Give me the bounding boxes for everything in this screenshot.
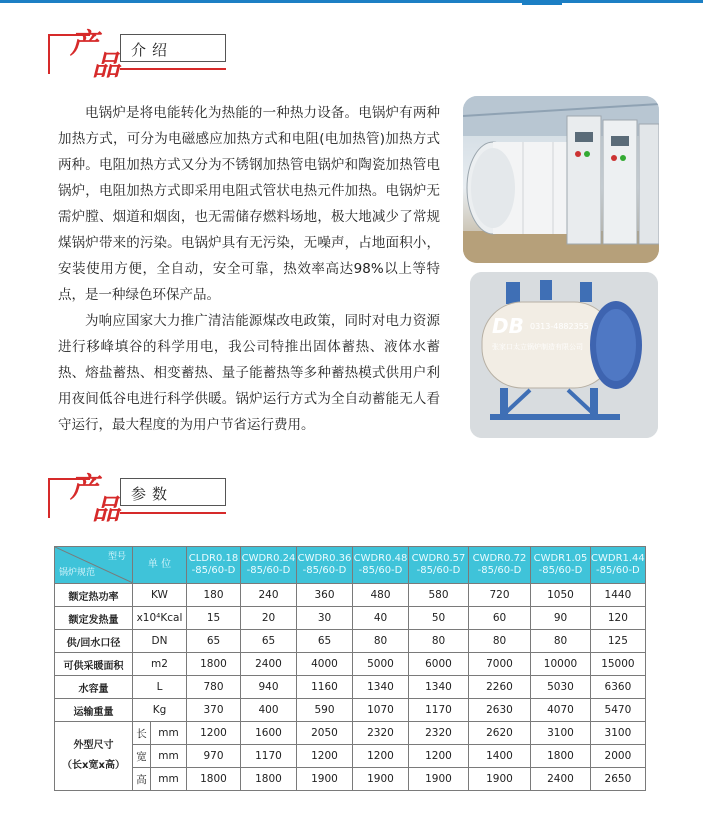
heading-tag-text: 介绍 bbox=[131, 41, 174, 59]
dim-sub-label: 长 bbox=[133, 722, 151, 745]
table-cell: 1800 bbox=[531, 745, 591, 768]
table-cell: 50 bbox=[409, 607, 469, 630]
table-cell: 60 bbox=[469, 607, 531, 630]
row-unit: Kg bbox=[133, 699, 187, 722]
table-cell: 15000 bbox=[591, 653, 646, 676]
heading-char-2: 品 bbox=[92, 49, 121, 82]
dim-unit: mm bbox=[151, 768, 187, 791]
table-cell: 2050 bbox=[297, 722, 353, 745]
table-row bbox=[55, 607, 646, 630]
table-cell: 1200 bbox=[297, 745, 353, 768]
heading-char-1: 产 bbox=[70, 27, 99, 60]
table-cell: 2400 bbox=[241, 653, 297, 676]
row-unit: KW bbox=[133, 584, 187, 607]
table-cell: 1900 bbox=[353, 768, 409, 791]
heading-underline bbox=[120, 68, 226, 70]
table-cell: 1170 bbox=[241, 745, 297, 768]
table-cell: 5470 bbox=[591, 699, 646, 722]
table-cell: 1800 bbox=[187, 653, 241, 676]
table-cell: 1440 bbox=[591, 584, 646, 607]
table-cell: 1200 bbox=[187, 722, 241, 745]
table-row bbox=[55, 653, 646, 676]
table-cell: 1600 bbox=[241, 722, 297, 745]
table-cell: 1800 bbox=[241, 768, 297, 791]
row-unit: L bbox=[133, 676, 187, 699]
header-model-cell: CWDR1.44 -85/60-D bbox=[591, 547, 646, 584]
top-corner-mark bbox=[522, 0, 562, 5]
heading-tag-text: 参数 bbox=[131, 485, 174, 503]
dim-unit: mm bbox=[151, 722, 187, 745]
table-cell: 580 bbox=[409, 584, 469, 607]
dim-unit: mm bbox=[151, 745, 187, 768]
table-cell: 370 bbox=[187, 699, 241, 722]
table-row bbox=[55, 584, 646, 607]
table-cell: 400 bbox=[241, 699, 297, 722]
table-cell: 240 bbox=[241, 584, 297, 607]
table-cell: 65 bbox=[187, 630, 241, 653]
row-unit: x10⁴Kcal bbox=[133, 607, 187, 630]
table-cell: 4070 bbox=[531, 699, 591, 722]
table-cell: 1900 bbox=[469, 768, 531, 791]
photo-horizontal-boiler-illustration bbox=[470, 272, 658, 438]
intro-paragraph-1: 电锅炉是将电能转化为热能的一种热力设备。电锅炉有两种加热方式，可分为电磁感应加热方式和电阻(电加热管)加热方式两种。电阻加热方式又分为不锈钢加热管电锅炉和陶瓷加热管电锅炉，电阻加热方式即采用电阻式管状电热元件加热。电锅炉无需炉膛、烟道和烟囱，也无需储存燃料场地，极大地减少了常规煤锅炉带来的污染。电锅炉具有无污染，无噪声，占地面积小，安装使用方便，全自动，安全可靠，热效率高达98%以上等特点，是一种绿色环保产品。 bbox=[58, 105, 440, 303]
table-cell: 65 bbox=[297, 630, 353, 653]
row-label: 水容量 bbox=[55, 676, 133, 699]
heading-tag bbox=[120, 478, 226, 506]
table-cell: 1160 bbox=[297, 676, 353, 699]
table-cell: 80 bbox=[531, 630, 591, 653]
row-unit: m2 bbox=[133, 653, 187, 676]
table-cell: 970 bbox=[187, 745, 241, 768]
table-row-dim-width bbox=[55, 745, 646, 768]
table-cell: 6000 bbox=[409, 653, 469, 676]
table-cell: 1340 bbox=[409, 676, 469, 699]
heading-underline bbox=[120, 512, 226, 514]
row-label: 额定热功率 bbox=[55, 584, 133, 607]
table-cell: 480 bbox=[353, 584, 409, 607]
dim-sub-label: 宽 bbox=[133, 745, 151, 768]
dim-label-line-1: 外型尺寸 bbox=[73, 740, 114, 751]
table-cell: 125 bbox=[591, 630, 646, 653]
photo-horizontal-boiler bbox=[470, 272, 658, 438]
table-cell: 30 bbox=[297, 607, 353, 630]
row-label: 可供采暖面积 bbox=[55, 653, 133, 676]
table-cell: 2260 bbox=[469, 676, 531, 699]
heading-char-1: 产 bbox=[70, 471, 99, 504]
params-table bbox=[54, 546, 646, 791]
intro-paragraph-2: 为响应国家大力推广清洁能源煤改电政策，同时对电力资源进行移峰填谷的科学用电，我公司特推出固体蓄热、液体水蓄热、熔盐蓄热、相变蓄热、量子能蓄热等多种蓄热模式供用户利用夜间低谷电进行科学供暖。锅炉运行方式为全自动蓄能无人看守运行，最大程度的为用户节省运行费用。 bbox=[58, 313, 440, 433]
table-cell: 40 bbox=[353, 607, 409, 630]
table-cell: 780 bbox=[187, 676, 241, 699]
boiler-company-label: 张家口太立锅炉制造有限公司 bbox=[492, 343, 583, 351]
table-cell: 2000 bbox=[591, 745, 646, 768]
table-row-dim-length bbox=[55, 722, 646, 745]
dim-sub-label: 高 bbox=[133, 768, 151, 791]
table-cell: 4000 bbox=[297, 653, 353, 676]
header-unit-cell: 单 位 bbox=[133, 547, 187, 584]
table-cell: 80 bbox=[409, 630, 469, 653]
header-corner-cell bbox=[55, 547, 133, 584]
table-cell: 5000 bbox=[353, 653, 409, 676]
table-row bbox=[55, 630, 646, 653]
table-cell: 2650 bbox=[591, 768, 646, 791]
table-cell: 2320 bbox=[409, 722, 469, 745]
table-cell: 5030 bbox=[531, 676, 591, 699]
header-model-cell: CLDR0.18 -85/60-D bbox=[187, 547, 241, 584]
table-cell: 3100 bbox=[531, 722, 591, 745]
table-cell: 1200 bbox=[409, 745, 469, 768]
header-model-cell: CWDR0.72 -85/60-D bbox=[469, 547, 531, 584]
table-cell: 720 bbox=[469, 584, 531, 607]
table-cell: 2320 bbox=[353, 722, 409, 745]
header-model-cell: CWDR0.36 -85/60-D bbox=[297, 547, 353, 584]
heading-char-2: 品 bbox=[92, 493, 121, 526]
row-label: 供/回水口径 bbox=[55, 630, 133, 653]
row-unit: DN bbox=[133, 630, 187, 653]
boiler-phone: 0313-4882355 bbox=[530, 322, 589, 331]
table-cell: 1800 bbox=[187, 768, 241, 791]
table-header-row bbox=[55, 547, 646, 584]
table-cell: 120 bbox=[591, 607, 646, 630]
table-row bbox=[55, 676, 646, 699]
photo-boiler-with-cabinet bbox=[463, 96, 659, 263]
table-cell: 65 bbox=[241, 630, 297, 653]
table-cell: 1900 bbox=[297, 768, 353, 791]
table-row-dim-height bbox=[55, 768, 646, 791]
header-spec-label: 锅炉规范 bbox=[59, 568, 96, 578]
row-label: 额定发热量 bbox=[55, 607, 133, 630]
table-cell: 1170 bbox=[409, 699, 469, 722]
header-model-cell: CWDR0.24 -85/60-D bbox=[241, 547, 297, 584]
table-row bbox=[55, 699, 646, 722]
table-cell: 1340 bbox=[353, 676, 409, 699]
table-cell: 80 bbox=[469, 630, 531, 653]
table-cell: 80 bbox=[353, 630, 409, 653]
table-cell: 180 bbox=[187, 584, 241, 607]
header-model-cell: CWDR1.05 -85/60-D bbox=[531, 547, 591, 584]
table-cell: 360 bbox=[297, 584, 353, 607]
table-cell: 1050 bbox=[531, 584, 591, 607]
table-cell: 6360 bbox=[591, 676, 646, 699]
table-cell: 90 bbox=[531, 607, 591, 630]
dim-label-line-2: （长x宽x高） bbox=[62, 760, 125, 771]
table-cell: 590 bbox=[297, 699, 353, 722]
table-cell: 2400 bbox=[531, 768, 591, 791]
boiler-brand-logo: DB bbox=[492, 314, 524, 338]
table-cell: 2620 bbox=[469, 722, 531, 745]
table-cell: 1200 bbox=[353, 745, 409, 768]
params-table-wrap bbox=[54, 546, 646, 791]
table-cell: 15 bbox=[187, 607, 241, 630]
table-cell: 1070 bbox=[353, 699, 409, 722]
dim-label-cell bbox=[55, 722, 133, 791]
table-cell: 7000 bbox=[469, 653, 531, 676]
heading-tag bbox=[120, 34, 226, 62]
table-cell: 1400 bbox=[469, 745, 531, 768]
header-model-cell: CWDR0.57 -85/60-D bbox=[409, 547, 469, 584]
intro-text bbox=[58, 100, 440, 438]
photo-boiler-with-cabinet-illustration bbox=[463, 96, 659, 263]
table-cell: 10000 bbox=[531, 653, 591, 676]
table-cell: 940 bbox=[241, 676, 297, 699]
table-cell: 3100 bbox=[591, 722, 646, 745]
table-cell: 2630 bbox=[469, 699, 531, 722]
header-model-cell: CWDR0.48 -85/60-D bbox=[353, 547, 409, 584]
row-label: 运输重量 bbox=[55, 699, 133, 722]
table-cell: 1900 bbox=[409, 768, 469, 791]
top-border-line bbox=[0, 0, 703, 3]
header-model-label: 型号 bbox=[107, 552, 126, 562]
table-cell: 20 bbox=[241, 607, 297, 630]
